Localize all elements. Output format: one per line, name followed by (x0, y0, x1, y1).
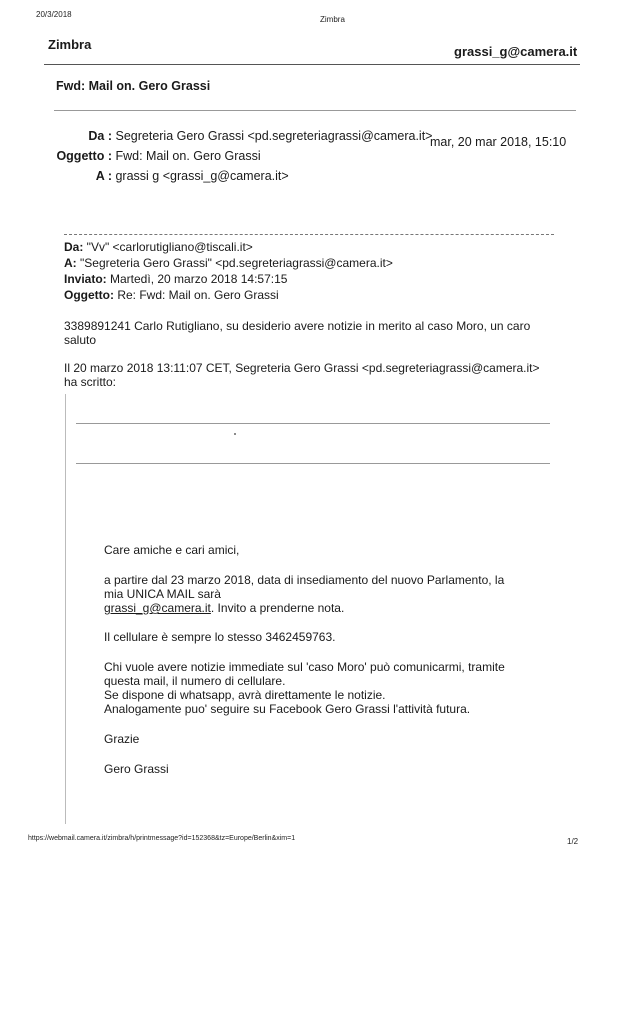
forward-divider (64, 234, 554, 235)
app-name: Zimbra (48, 37, 92, 52)
fwd-subject-value: Re: Fwd: Mail on. Gero Grassi (114, 288, 279, 302)
fwd-to-value[interactable]: "Segreteria Gero Grassi" <pd.segreteriagrassi@camera.it> (76, 256, 393, 270)
account-email: grassi_g@camera.it (454, 44, 578, 59)
fwd-from-row (64, 240, 253, 254)
header-to-row (56, 169, 289, 183)
message-date: mar, 20 mar 2018, 15:10 (430, 135, 567, 149)
message-subject-title: Fwd: Mail on. Gero Grassi (56, 79, 211, 93)
quoted-p3-line-4: Analogamente puo' seguire su Facebook Gero Grassi l'attività futura. (104, 702, 471, 716)
fwd-from-label: Da: (64, 240, 84, 254)
fwd-sent-row (64, 272, 287, 286)
fwd-subject-row (64, 288, 279, 302)
fwd-sent-label: Inviato: (64, 272, 107, 286)
quoted-greeting: Care amiche e cari amici, (104, 543, 240, 557)
quote-bar (65, 394, 66, 824)
to-value[interactable]: grassi g <grassi_g@camera.it> (115, 169, 289, 183)
top-divider (44, 64, 580, 65)
quoted-p3-line-2: questa mail, il numero di cellulare. (104, 674, 286, 688)
fwd-subject-label: Oggetto: (64, 288, 114, 302)
subject-label: Oggetto : (56, 149, 112, 163)
quoted-p3-line-3: Se dispone di whatsapp, avrà direttamente le notizie. (104, 688, 386, 702)
subject-divider (54, 110, 576, 111)
quoted-signature: Gero Grassi (104, 762, 169, 776)
print-date: 20/3/2018 (36, 10, 72, 19)
quoted-p3-line-1: Chi vuole avere notizie immediate sul 'caso Moro' può comunicarmi, tramite (104, 660, 505, 674)
quote-intro-line-2: ha scritto: (64, 375, 117, 389)
quoted-p1-line-2: mia UNICA MAIL sarà (104, 587, 221, 601)
header-subject-row (56, 149, 261, 163)
scan-speck (234, 433, 236, 435)
print-page-number: 1/2 (567, 837, 579, 846)
fwd-to-row (64, 256, 393, 270)
print-app-title: Zimbra (320, 15, 345, 24)
quoted-p1-line-1: a partire dal 23 marzo 2018, data di insediamento del nuovo Parlamento, la (104, 573, 505, 587)
quote-intro-line-1: Il 20 marzo 2018 13:11:07 CET, Segreteria Gero Grassi <pd.segreteriagrassi@camera.it> (64, 361, 540, 375)
quoted-p1-tail: . Invito a prenderne nota. (210, 601, 345, 615)
to-label: A : (95, 169, 112, 183)
fwd-sent-value: Martedì, 20 marzo 2018 14:57:15 (106, 272, 288, 286)
fwd-from-value[interactable]: "Vv" <carlorutigliano@tiscali.it> (83, 240, 253, 254)
fwd-body-line-1: 3389891241 Carlo Rutigliano, su desiderio avere notizie in merito al caso Moro, un caro (64, 319, 531, 333)
from-value[interactable]: Segreteria Gero Grassi <pd.segreteriagrassi@camera.it> (115, 129, 433, 143)
from-label: Da : (88, 129, 112, 143)
fwd-body-line-2: saluto (64, 333, 97, 347)
subject-value: Fwd: Mail on. Gero Grassi (115, 149, 261, 163)
fwd-to-label: A: (64, 256, 77, 270)
quoted-p2: Il cellulare è sempre lo stesso 3462459763. (104, 630, 336, 644)
quote-divider-2 (76, 463, 550, 464)
quoted-thanks: Grazie (104, 732, 140, 746)
header-from-row (56, 129, 432, 143)
quoted-p1-line-3 (104, 601, 344, 615)
quoted-email-link[interactable]: grassi_g@camera.it (104, 601, 211, 615)
print-footer-url: https://webmail.camera.it/zimbra/h/printmessage?id=152368&tz=Europe/Berlin&xim=1 (28, 835, 296, 842)
quote-divider-1 (76, 423, 550, 424)
